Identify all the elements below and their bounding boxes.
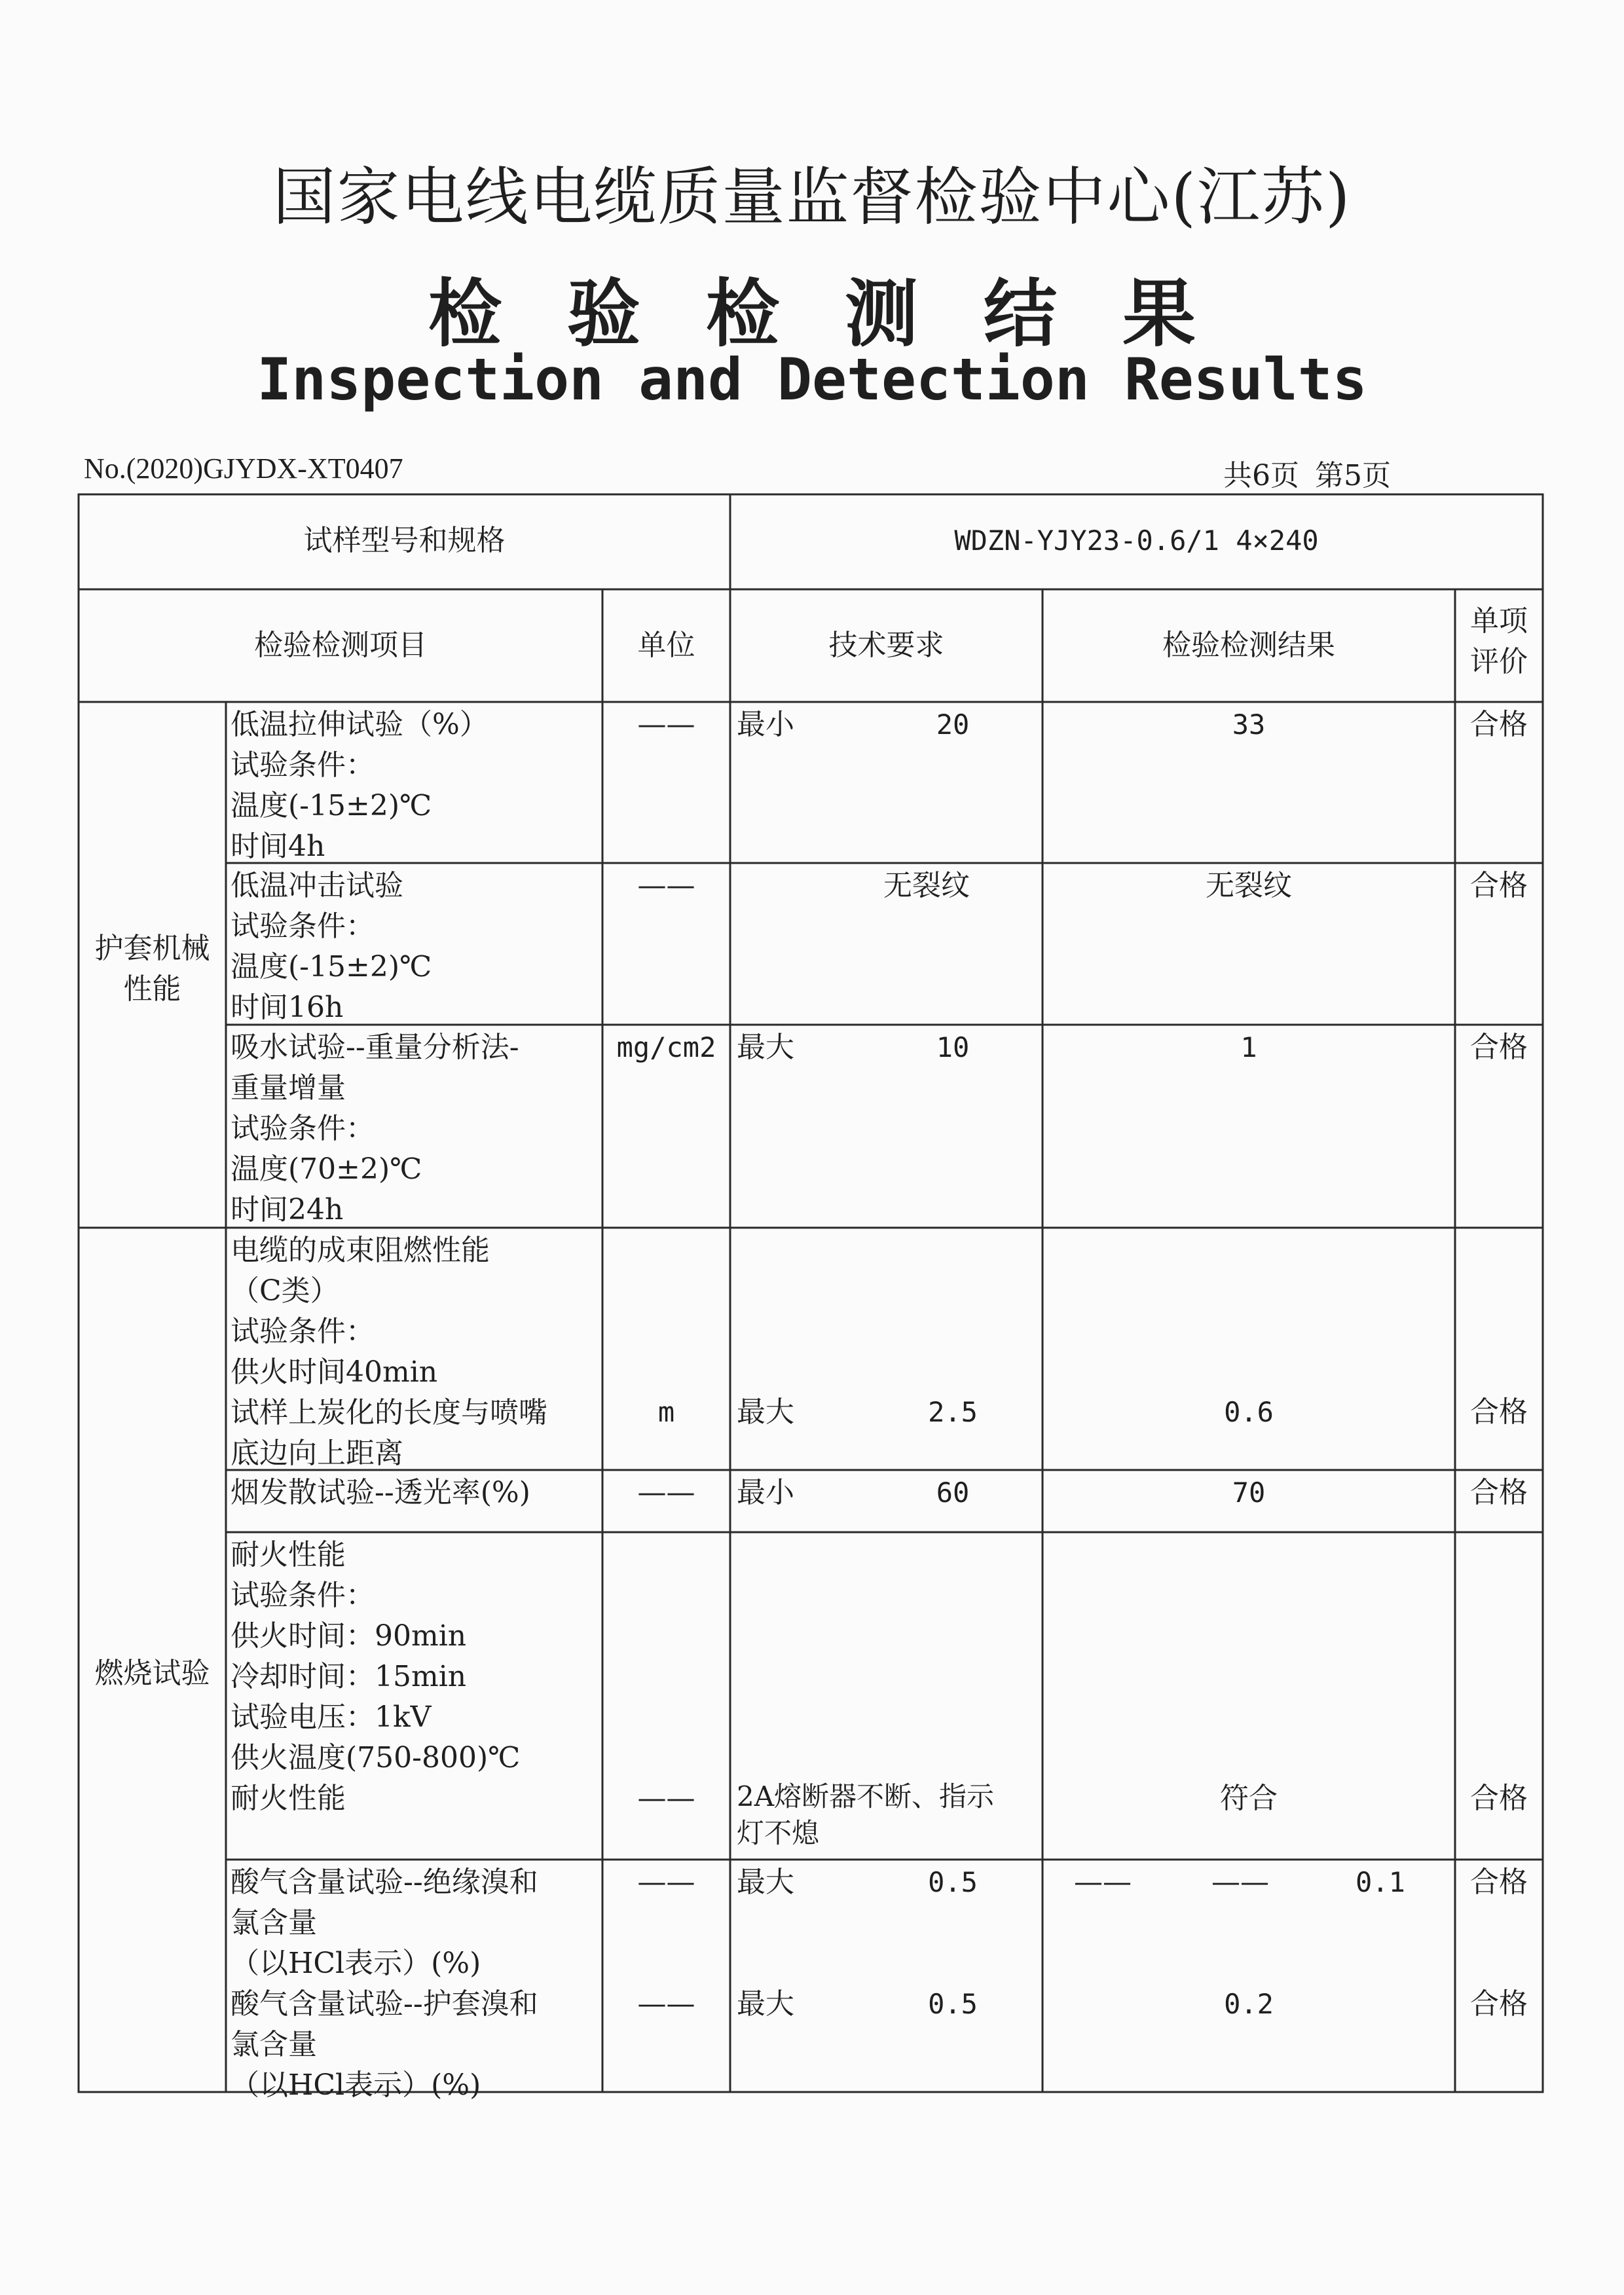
row-unit: —— [637, 1476, 695, 1509]
row-req-value: 2.5 [928, 1396, 978, 1428]
row-result: 33 [1232, 708, 1266, 741]
row-req-value: 10 [936, 1031, 970, 1063]
row-rating: 合格 [1470, 1865, 1528, 1899]
row-req-label: 2A熔断器不断、指示 灯不熄 [737, 1780, 995, 1849]
row-result: 1 [1240, 1031, 1257, 1063]
spec-value: WDZN-YJY23-0.6/1 4×240 [954, 524, 1319, 557]
row-item: 低温冲击试验 试验条件： 温度(-15±2)℃ 时间16h [231, 869, 432, 1024]
results-title-cn: 检验检测结果 [428, 271, 1261, 357]
row-req-label: 最小 [737, 1476, 794, 1509]
row-unit: —— [637, 1987, 695, 2021]
row-rating: 合格 [1470, 869, 1528, 902]
row-req-value: 0.5 [928, 1988, 978, 2020]
col-header-unit: 单位 [637, 629, 695, 662]
row-unit: —— [637, 708, 695, 741]
row-item: 酸气含量试验--绝缘溴和 氯含量 （以HCl表示）(%) [231, 1865, 538, 1980]
row-item: 吸水试验--重量分析法- 重量增量 试验条件： 温度(70±2)℃ 时间24h [231, 1031, 519, 1226]
col-header-item: 检验检测项目 [254, 629, 427, 662]
row-unit: —— [637, 1865, 695, 1899]
row-req-label: 最大 [737, 1031, 794, 1064]
current-page: 第5页 [1315, 459, 1391, 492]
row-item: 烟发散试验--透光率(%) [231, 1476, 530, 1509]
row-item: 耐火性能 试验条件： 供火时间：90min 冷却时间：15min 试验电压：1kV 供火温度(750-800)℃ 耐火性能 [231, 1538, 521, 1815]
spec-label: 试样型号和规格 [303, 524, 506, 557]
row-req-label: 最大 [737, 1987, 794, 2021]
col-header-requirement: 技术要求 [828, 629, 944, 662]
group-label-mech: 护套机械 性能 [94, 932, 210, 1006]
row-req-value: 20 [936, 708, 970, 741]
row-item: 电缆的成束阻燃性能 （C类） 试验条件： 供火时间40min 试样上炭化的长度与喷嘴 底边向上距离 [231, 1234, 547, 1470]
row-req-value: 无裂纹 [883, 869, 970, 902]
row-unit: mg/cm2 [616, 1031, 716, 1063]
row-rating: 合格 [1470, 708, 1528, 741]
row-req-label: 最大 [737, 1395, 794, 1429]
row-req-label: 最小 [737, 708, 794, 741]
row-result-placeholder: —— [1074, 1865, 1132, 1899]
report-number: No.(2020)GJYDX-XT0407 [84, 452, 403, 485]
row-result: 0.2 [1224, 1988, 1274, 2020]
row-rating: 合格 [1470, 1395, 1528, 1429]
row-item: 低温拉伸试验（%） 试验条件： 温度(-15±2)℃ 时间4h [231, 708, 489, 863]
row-item: 酸气含量试验--护套溴和 氯含量 （以HCl表示）(%) [231, 1987, 538, 2102]
col-header-result: 检验检测结果 [1162, 629, 1335, 662]
row-req-value: 0.5 [928, 1866, 978, 1898]
row-unit: —— [637, 869, 695, 902]
row-req-label: 最大 [737, 1865, 794, 1899]
row-result: 符合 [1220, 1782, 1278, 1815]
row-rating: 合格 [1470, 1782, 1528, 1815]
row-rating: 合格 [1470, 1987, 1528, 2021]
center-title: 国家电线电缆质量监督检验中心(江苏) [272, 160, 1352, 234]
col-header-rating: 单项 评价 [1470, 604, 1528, 678]
row-req-value: 60 [936, 1477, 970, 1509]
results-title-en: Inspection and Detection Results [257, 346, 1367, 413]
total-pages: 共6页 [1223, 459, 1299, 492]
row-unit: —— [637, 1782, 695, 1815]
row-result: 0.1 [1356, 1866, 1405, 1898]
row-rating: 合格 [1470, 1031, 1528, 1064]
row-result: 无裂纹 [1206, 869, 1292, 902]
row-result: 0.6 [1224, 1396, 1274, 1428]
row-result-placeholder: —— [1211, 1865, 1269, 1899]
row-rating: 合格 [1470, 1476, 1528, 1509]
group-label-fire: 燃烧试验 [94, 1657, 210, 1690]
row-result: 70 [1232, 1477, 1266, 1509]
row-unit: m [657, 1396, 675, 1428]
